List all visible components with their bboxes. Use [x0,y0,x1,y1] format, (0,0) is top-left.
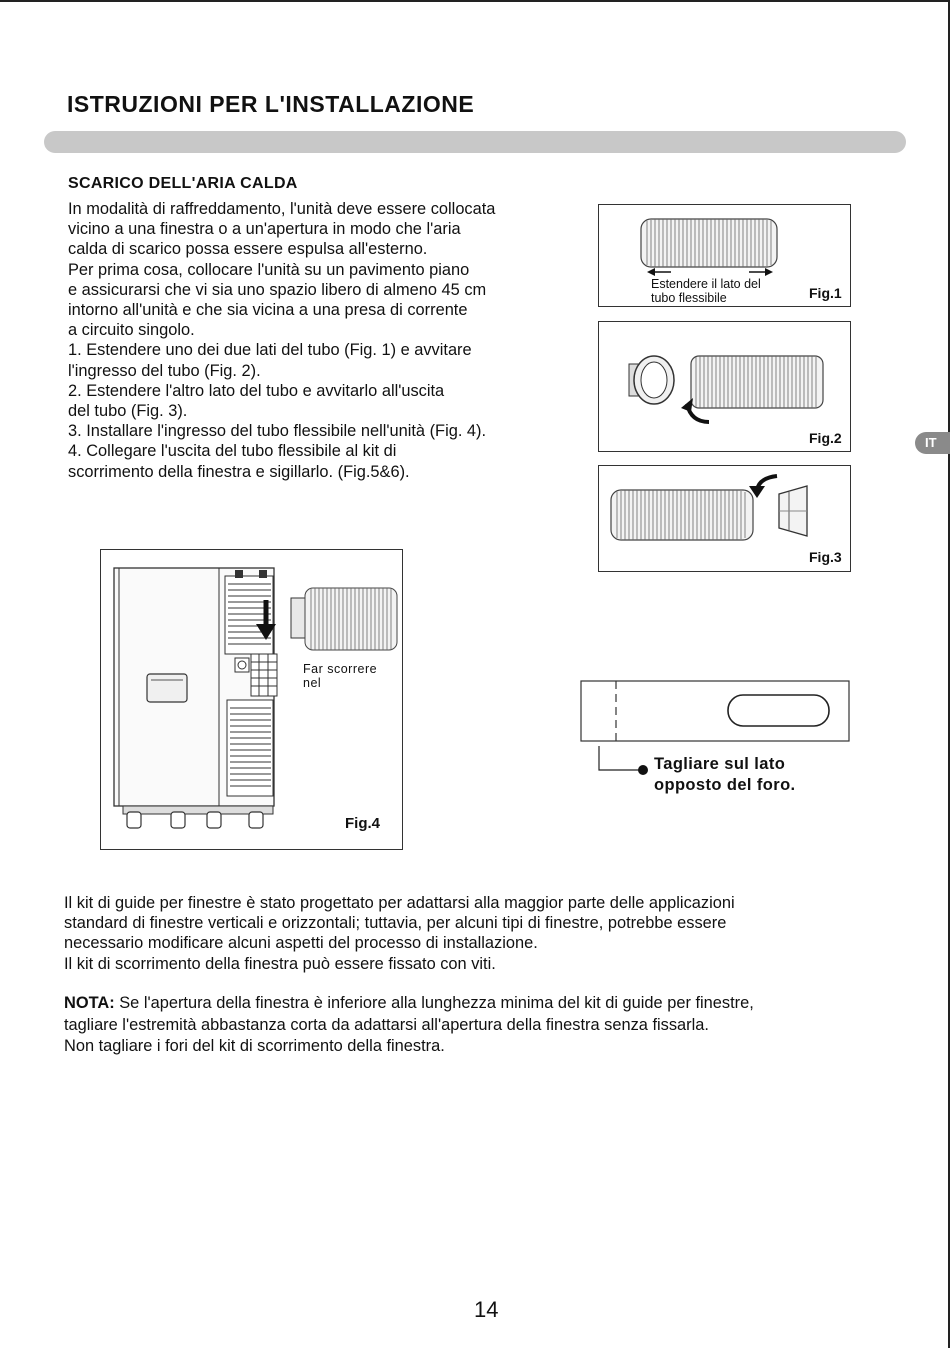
figure-2 [598,321,851,452]
title-bar [44,131,906,153]
intro-line: a circuito singolo. [68,321,195,340]
note-line: tagliare l'estremità abbastanza corta da adattarsi all'apertura della finestra senza fissarla. [64,1015,709,1034]
body-text [64,893,924,974]
unit-hose-installation-illustration [101,550,402,849]
section-heading: SCARICO DELL'ARIA CALDA [68,175,298,192]
cut-caption-line: opposto del foro. [654,775,796,794]
body-line: Il kit di guide per finestre è stato progettato per adattarsi alla maggior parte delle applicazioni [64,894,735,912]
intro-line: l'ingresso del tubo (Fig. 2). [68,361,261,380]
page-frame-top [0,0,948,2]
page-title: ISTRUZIONI PER L'INSTALLAZIONE [67,91,475,117]
intro-line: scorrimento della finestra e sigillarlo. (Fig.5&6). [68,462,410,481]
intro-line: del tubo (Fig. 3). [68,402,188,421]
intro-line: 1. Estendere uno dei due lati del tubo (Fig. 1) e avvitare [68,341,472,360]
body-line: Il kit di scorrimento della finestra può essere fissato con viti. [64,954,496,973]
fig1-label: Fig.1 [809,285,842,301]
intro-line: 2. Estendere l'altro lato del tubo e avvitarlo all'uscita [68,381,445,400]
intro-line: In modalità di raffreddamento, l'unità deve essere collocata [68,200,496,218]
figure-4 [100,549,403,850]
intro-line: e assicurarsi che vi sia uno spazio libero di almeno 45 cm [68,280,487,299]
note-line: Non tagliare i fori del kit di scorrimento della finestra. [64,1037,445,1055]
intro-line: calda di scarico possa essere espulsa all'esterno. [68,240,428,259]
intro-line: 3. Installare l'ingresso del tubo flessibile nell'unità (Fig. 4). [68,422,487,441]
fig1-caption [651,277,761,305]
page-number: 14 [474,1297,499,1322]
note-first-line [64,993,924,1015]
intro-line: vicino a una finestra o a un'apertura in modo che l'aria [68,220,461,239]
intro-text [68,199,593,482]
note-label: NOTA: [64,994,115,1012]
language-tab: IT [915,432,950,454]
intro-line: 4. Collegare l'uscita del tubo flessibile al kit di [68,442,397,461]
note-text [64,993,924,1058]
fig3-label: Fig.3 [809,549,842,565]
fig1-caption-line: tubo flessibile [651,291,727,305]
fig4-label: Fig.4 [345,815,381,832]
note-line: Se l'apertura della finestra è inferiore alla lunghezza minima del kit di guide per finestre, [114,994,754,1012]
fig2-label: Fig.2 [809,430,842,446]
cut-caption-line: Tagliare sul lato [654,755,786,773]
fig4-caption [303,662,377,690]
fig4-caption-line: Far scorrere [303,662,378,676]
figure-1 [598,204,851,307]
fig4-caption-line: nel [303,676,322,690]
intro-line: Per prima cosa, collocare l'unità su un pavimento piano [68,260,470,279]
body-line: standard di finestre verticali e orizzontali; tuttavia, per alcuni tipi di finestre, potrebbe essere [64,914,727,933]
cut-caption [654,754,796,795]
body-line: necessario modificare alcuni aspetti del processo di installazione. [64,934,538,953]
fig1-caption-line: Estendere il lato del [651,277,761,291]
figure-3 [598,465,851,572]
intro-line: intorno all'unità e che sia vicina a una presa di corrente [68,301,468,320]
